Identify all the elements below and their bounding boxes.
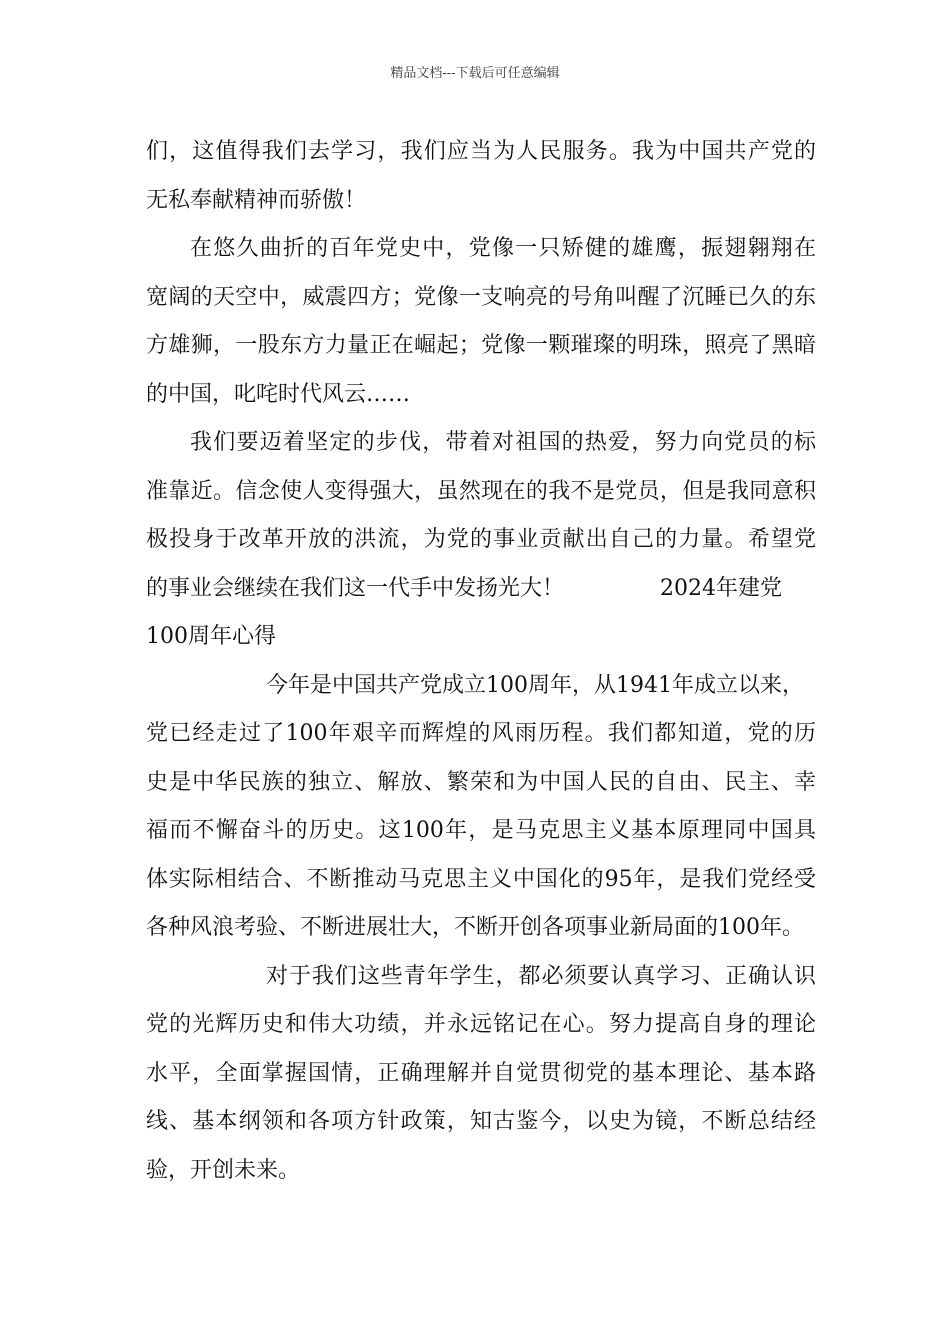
text-line	[146, 565, 816, 614]
page-header: 精品文档---下载后可任意编辑	[390, 66, 560, 81]
text-line: 准靠近。信念使人变得强大，虽然现在的我不是党员，但是我同意积	[146, 478, 816, 504]
text-line: 史是中华民族的独立、解放、繁荣和为中国人民的自由、民主、幸	[146, 769, 816, 795]
paragraph-first-line: 在悠久曲折的百年党史中，党像一只矫健的雄鹰，振翅翱翔在	[190, 236, 816, 261]
text-line: 各种风浪考验、不断进展壮大，不断开创各项事业新局面的100年。	[146, 915, 804, 940]
text-line-part: 的事业会继续在我们这一代手中发扬光大！	[146, 575, 565, 601]
paragraph-first-line: 我们要迈着坚定的步伐，带着对祖国的热爱，努力向党员的标	[190, 430, 816, 455]
text-line: 党的光辉历史和伟大功绩，并永远铭记在心。努力提高自身的理论	[146, 1012, 816, 1037]
text-line: 们，这值得我们去学习，我们应当为人民服务。我为中国共产党的	[146, 139, 816, 164]
paragraph-first-line: 今年是中国共产党成立100周年，从1941年成立以来，	[266, 672, 804, 698]
text-line: 福而不懈奋斗的历史。这100年，是马克思主义基本原理同中国具	[146, 818, 816, 843]
text-line: 体实际相结合、不断推动马克思主义中国化的95年，是我们党经受	[146, 866, 816, 892]
paragraph-first-line: 对于我们这些青年学生，都必须要认真学习、正确认识	[266, 963, 816, 989]
document-body	[146, 128, 816, 1195]
text-line: 水平，全面掌握国情，正确理解并自觉贯彻党的基本理论、基本路	[146, 1060, 816, 1086]
text-line: 党已经走过了100年艰辛而辉煌的风雨历程。我们都知道，党的历	[146, 721, 816, 746]
text-line: 宽阔的天空中，威震四方；党像一支响亮的号角叫醒了沉睡已久的东	[146, 284, 816, 310]
inline-section-title: 2024年建党	[660, 575, 783, 601]
section-title-continued: 100周年心得	[146, 624, 276, 649]
text-line: 线、基本纲领和各项方针政策，知古鉴今，以史为镜，不断总结经	[146, 1109, 816, 1134]
text-line: 极投身于改革开放的洪流，为党的事业贡献出自己的力量。希望党	[146, 527, 816, 552]
text-line: 的中国，叱咤时代风云……	[146, 381, 411, 407]
text-line: 无私奉献精神而骄傲！	[146, 187, 367, 213]
text-line: 验，开创未来。	[146, 1157, 301, 1183]
text-line: 方雄狮，一股东方力量正在崛起；党像一颗璀璨的明珠，照亮了黑暗	[146, 333, 816, 358]
